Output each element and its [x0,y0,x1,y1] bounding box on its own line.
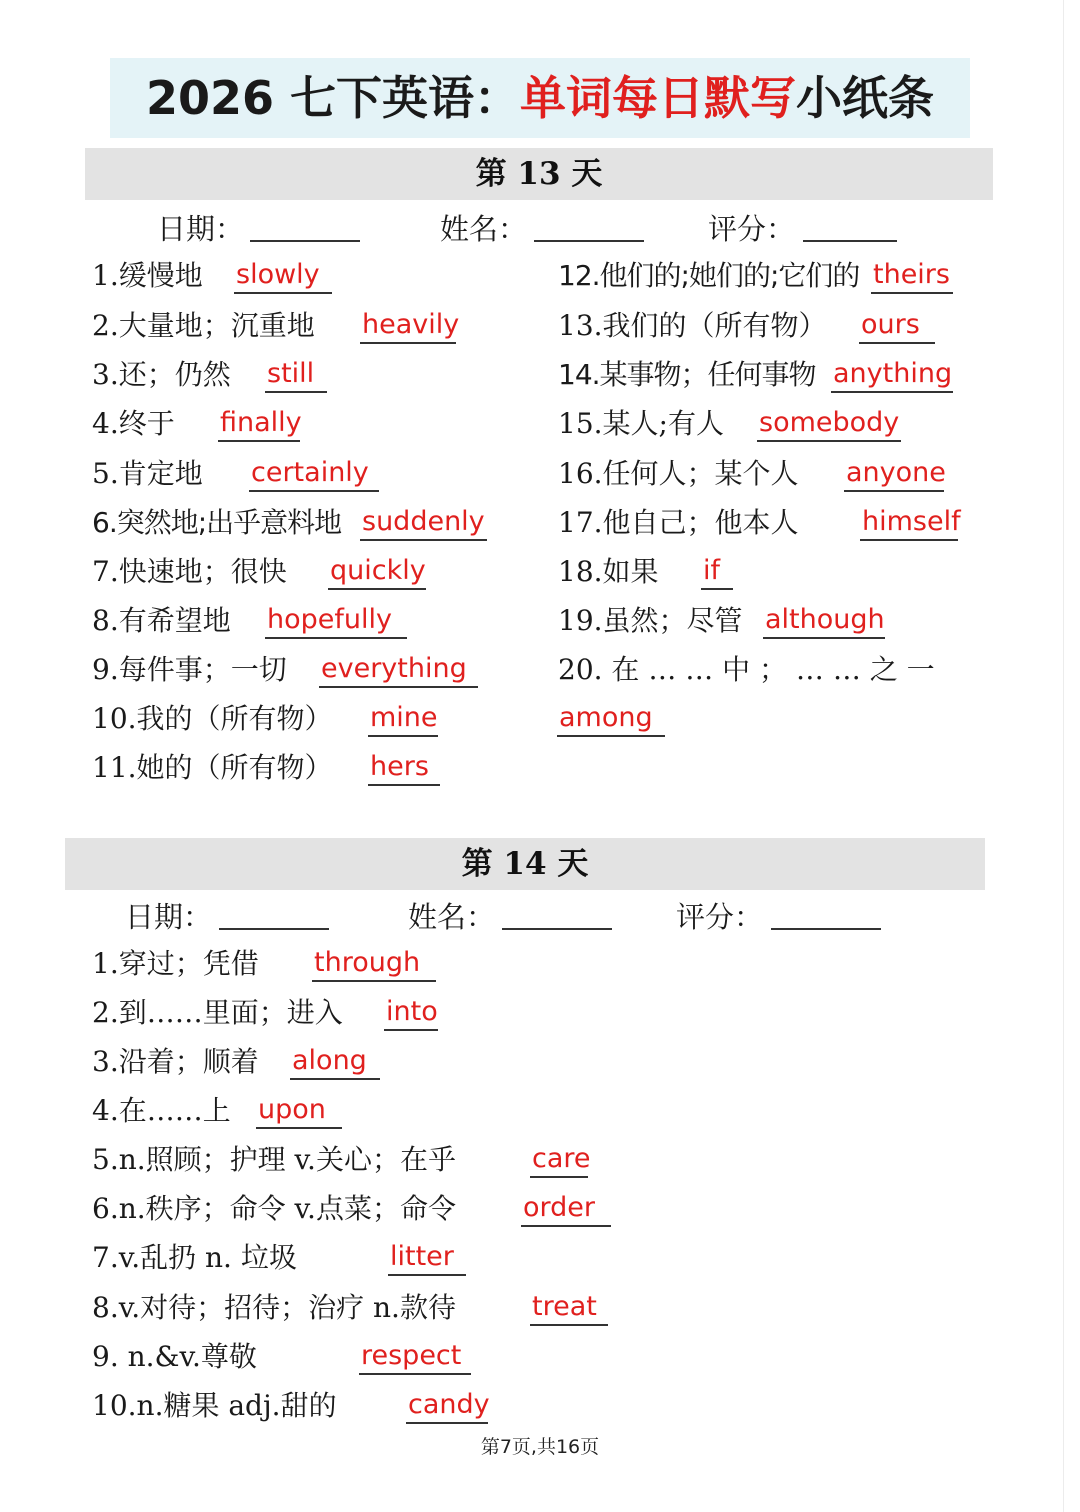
day14-a6: order [521,1191,611,1227]
day14-a5: care [530,1142,588,1178]
day13-a12: theirs [871,258,953,294]
day13-q12: 12.他们的;她们的;它们的 [558,259,860,292]
day13-name-label: 姓名： [440,212,528,246]
day13-q20: 20. 在 … … 中 ； … … 之 一 [558,653,935,686]
day14-date-blank[interactable] [219,928,329,930]
day13-a7: quickly [328,554,426,590]
day13-a18: if [701,554,733,590]
day14-a7: litter [388,1240,466,1276]
day14-a4: upon [256,1093,342,1129]
day13-q13: 13.我们的（所有物） [558,309,827,342]
day13-name-blank[interactable] [534,240,644,242]
day13-a4: finally [218,406,300,442]
day13-q9: 9.每件事；一切 [92,653,287,686]
day14-q5: 5.n.照顾；护理 v.关心；在乎 [92,1143,456,1176]
day14-a10: candy [406,1388,488,1424]
day13-date-label: 日期： [157,212,245,246]
page-edge-line [1063,0,1064,1512]
day13-q7: 7.快速地；很快 [92,555,287,588]
day13-a16: anyone [844,456,944,492]
day13-q10: 10.我的（所有物） [92,702,333,735]
day13-a14: anything [831,357,953,393]
day14-q2: 2.到……里面；进入 [92,996,343,1029]
title-black-part: 2026 七下英语： [145,71,521,125]
title-black-part-2: 小纸条 [796,71,935,125]
day14-a9: respect [359,1339,471,1375]
day13-a5: certainly [249,456,379,492]
day14-q7: 7.v.乱扔 n. 垃圾 [92,1241,297,1274]
day13-a1: slowly [234,258,332,294]
day13-a17: himself [860,505,958,541]
day13-a13: ours [859,308,935,344]
day13-q11: 11.她的（所有物） [92,751,333,784]
day13-heading: 第 13 天 [85,148,993,200]
day13-a11: hers [368,750,440,786]
day13-q18: 18.如果 [558,555,659,588]
day13-q3: 3.还；仍然 [92,358,231,391]
day13-q14: 14.某事物；任何事物 [558,358,816,391]
day13-q15: 15.某人;有人 [558,407,724,440]
day14-a2: into [384,995,438,1031]
title-red-part: 单词每日默写 [520,71,797,125]
day13-a19: although [763,603,885,639]
day14-name-label: 姓名： [408,900,496,934]
day14-score-blank[interactable] [771,928,881,930]
day13-q4: 4.终于 [92,407,175,440]
day13-q6: 6.突然地;出乎意料地 [92,506,342,539]
day14-heading: 第 14 天 [65,838,985,890]
day14-a8: treat [530,1290,608,1326]
day13-a10: mine [368,701,438,737]
day13-q17: 17.他自己；他本人 [558,506,799,539]
day14-q8: 8.v.对待；招待；治疗 n.款待 [92,1291,456,1324]
day13-q2: 2.大量地；沉重地 [92,309,315,342]
day13-a2: heavily [360,308,456,344]
day13-q16: 16.任何人；某个人 [558,457,799,490]
day14-name-blank[interactable] [502,928,612,930]
day13-score-blank[interactable] [803,240,897,242]
day13-date-blank[interactable] [250,240,360,242]
day13-a9: everything [319,652,478,688]
document-title [110,58,970,138]
day13-q5: 5.肯定地 [92,457,203,490]
day13-a20: among [557,701,665,737]
day13-a8: hopefully [265,603,407,639]
day14-q1: 1.穿过；凭借 [92,947,259,980]
day14-q3: 3.沿着；顺着 [92,1045,259,1078]
page-footer: 第7页,共16页 [480,1436,600,1458]
day13-score-label: 评分： [708,212,796,246]
day14-q9: 9. n.&v.尊敬 [92,1340,257,1373]
day14-a1: through [312,946,436,982]
day14-q6: 6.n.秩序；命令 v.点菜；命令 [92,1192,456,1225]
day13-a6: suddenly [360,505,487,541]
day14-q10: 10.n.糖果 adj.甜的 [92,1389,337,1422]
day14-q4: 4.在……上 [92,1094,231,1127]
day13-q1: 1.缓慢地 [92,259,203,292]
day14-a3: along [290,1044,380,1080]
day13-a3: still [265,357,327,393]
day13-q8: 8.有希望地 [92,604,231,637]
day14-score-label: 评分： [676,900,764,934]
day14-date-label: 日期： [125,900,213,934]
day13-q19: 19.虽然；尽管 [558,604,743,637]
day13-a15: somebody [757,406,901,442]
